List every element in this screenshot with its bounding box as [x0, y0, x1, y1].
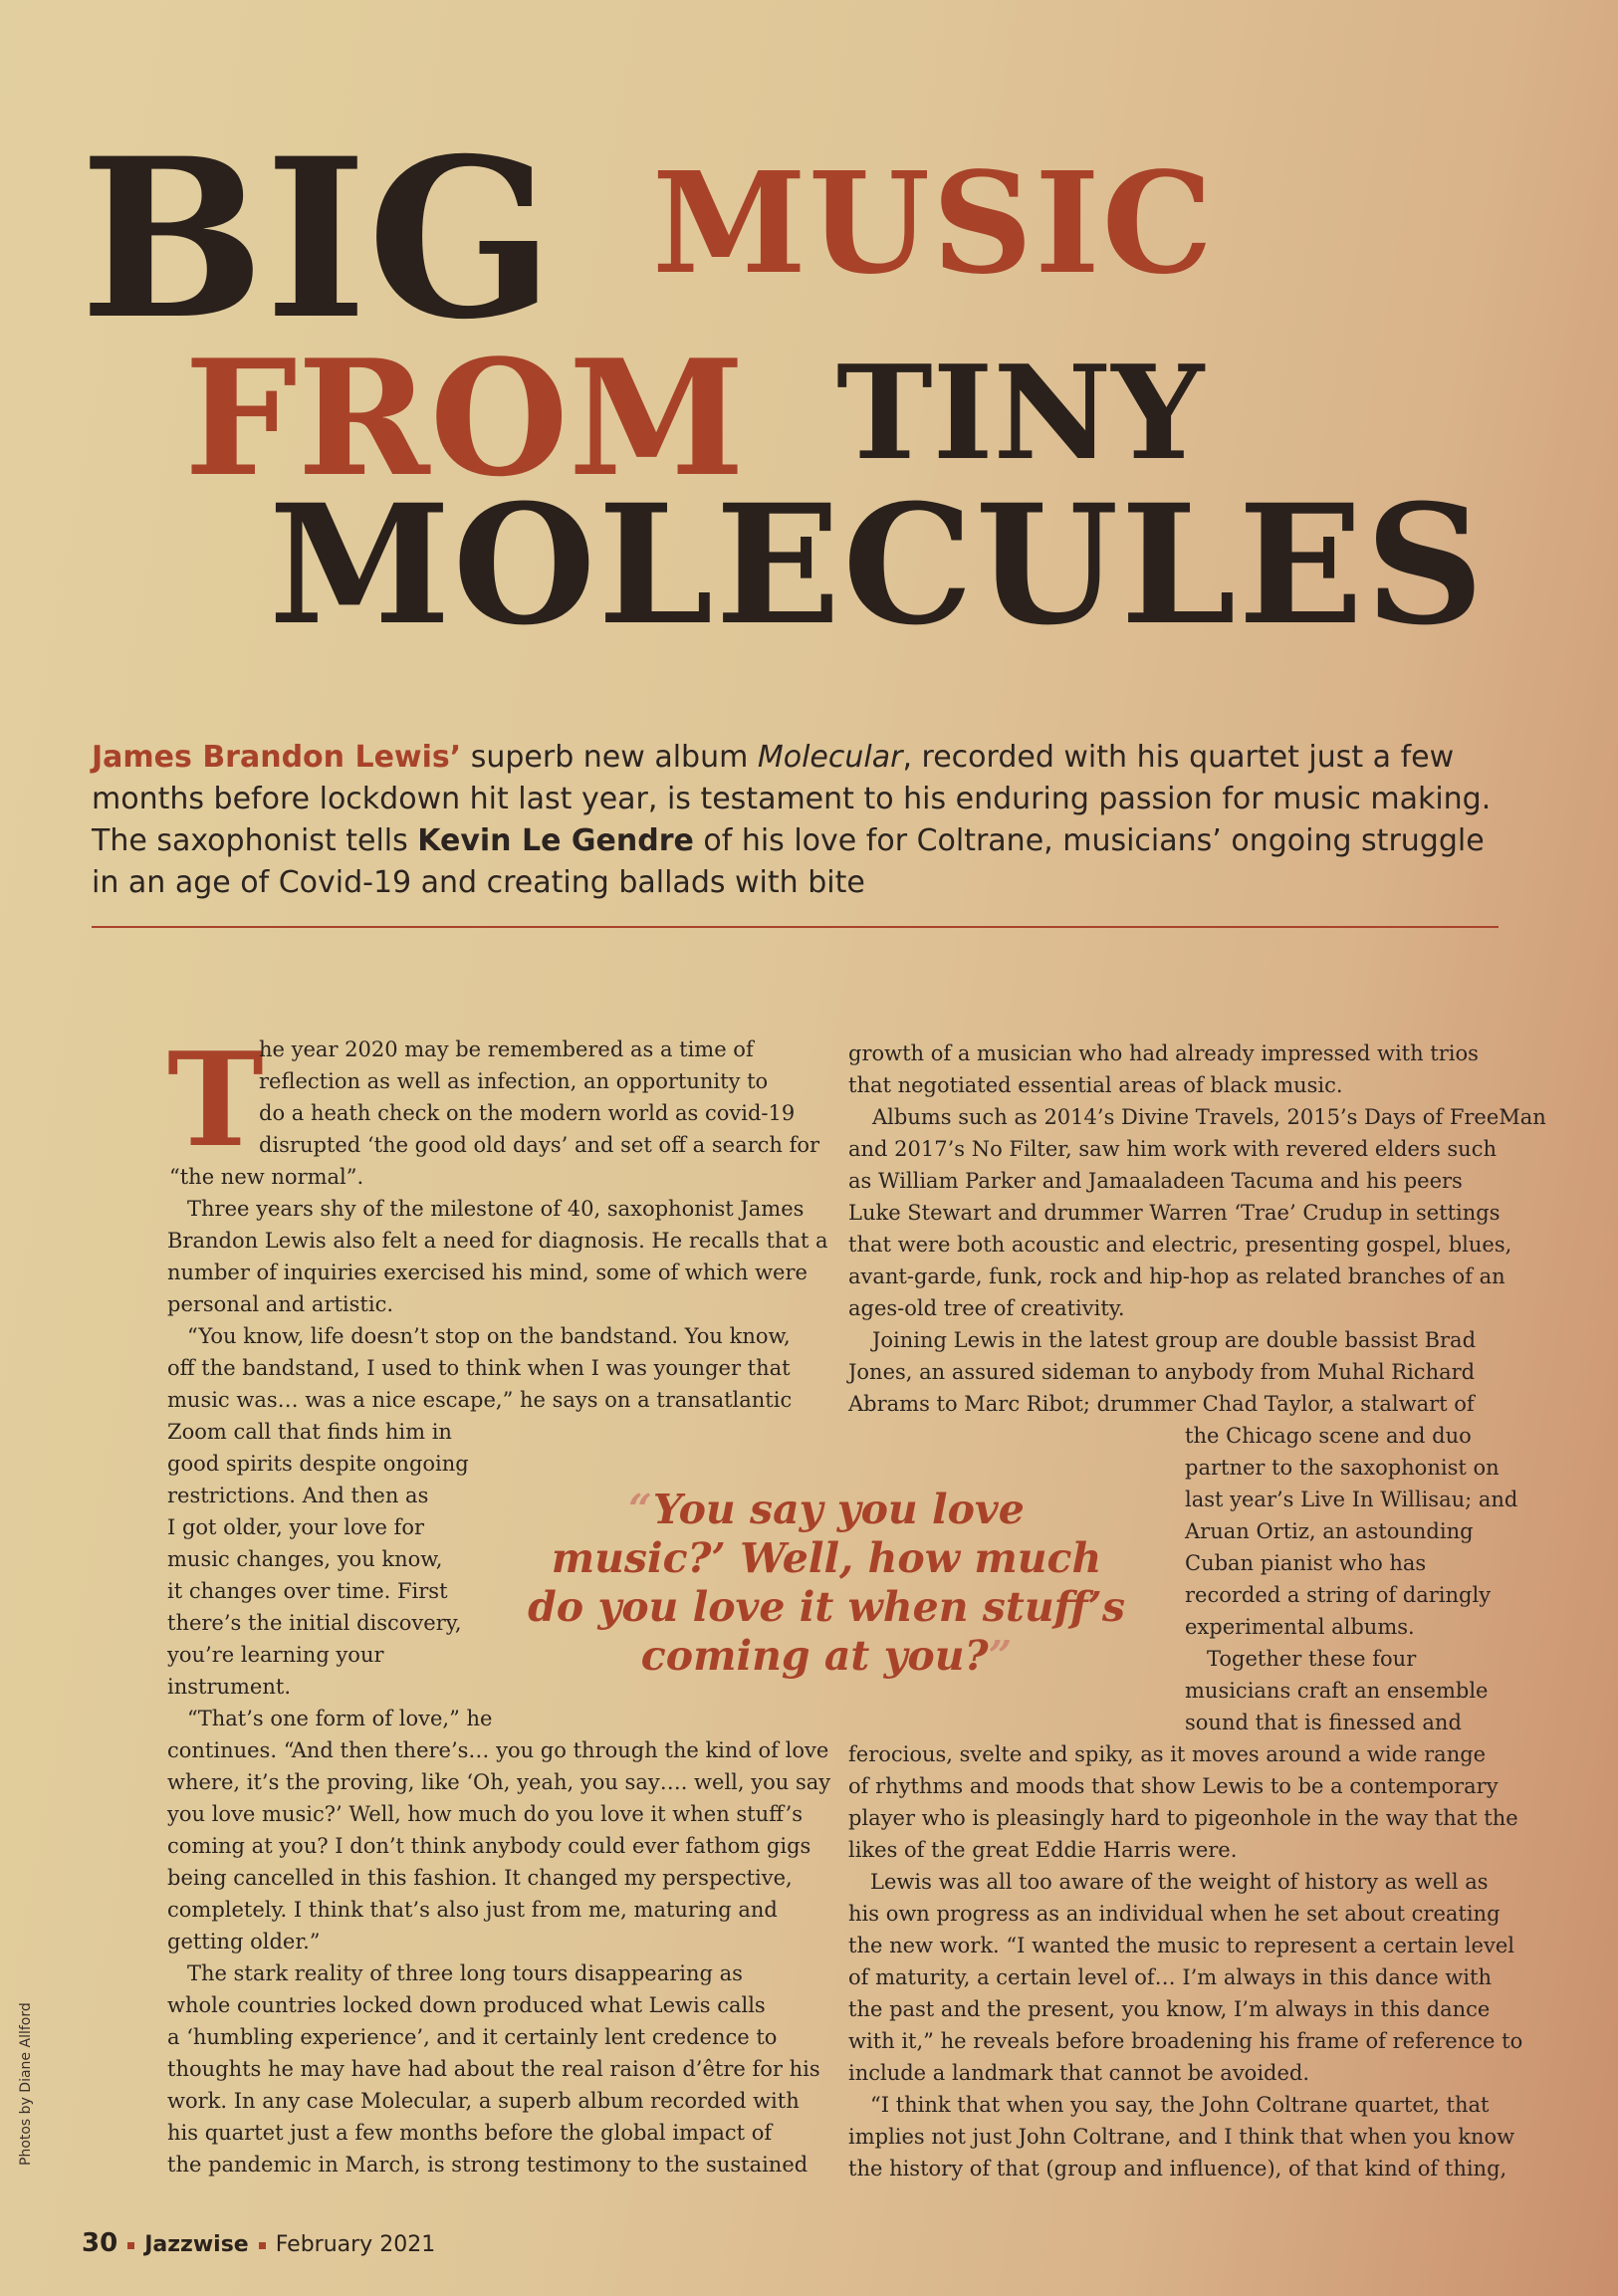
pull-quote-line-4	[518, 1632, 1135, 1681]
pull-quote-text: coming at you?	[640, 1632, 989, 1680]
text-line: Together these four	[1207, 1647, 1417, 1671]
pull-quote-text: You say you love	[652, 1486, 1025, 1533]
text-line: of maturity, a certain level of… I’m always in this dance with	[848, 1965, 1492, 1989]
text-line: his own progress as an individual when he set about creating	[848, 1902, 1501, 1926]
text-line: ages-old tree of creativity.	[848, 1296, 1125, 1320]
text-line: Aruan Ortiz, an astounding	[1185, 1519, 1474, 1543]
text-line: there’s the initial discovery,	[167, 1611, 462, 1635]
pull-quote-line-3: do you love it when stuff’s	[528, 1583, 1125, 1631]
text-line: musicians craft an ensemble	[1185, 1679, 1489, 1703]
standfirst	[92, 737, 1505, 904]
text-line: Luke Stewart and drummer Warren ‘Trae’ Crudup in settings	[848, 1201, 1501, 1225]
text-line: ferocious, svelte and spiky, as it moves around a wide range	[848, 1742, 1487, 1766]
text-line: the past and the present, you know, I’m always in this dance	[848, 1997, 1491, 2021]
bullet-square-icon	[259, 2242, 266, 2249]
open-quote-mark: “	[628, 1486, 653, 1533]
text-line: instrument.	[167, 1675, 292, 1699]
text-line: include a landmark that cannot be avoided.	[848, 2061, 1310, 2085]
standfirst-text: superb new album	[461, 740, 758, 775]
text-line: the history of that (group and influence), of that kind of thing,	[848, 2157, 1507, 2181]
text-line: continues. “And then there’s… you go through the kind of love	[167, 1738, 829, 1762]
text-line: off the bandstand, I used to think when I was younger that	[167, 1356, 791, 1380]
text-line: music changes, you know,	[167, 1547, 443, 1571]
pull-quote-line-2: music?’ Well, how much	[551, 1534, 1102, 1582]
text-line: do a heath check on the modern world as covid-19	[259, 1101, 796, 1125]
text-line: where, it’s the proving, like ‘Oh, yeah, you say…. well, you say	[167, 1770, 831, 1794]
text-line: Abrams to Marc Ribot; drummer Chad Taylor, a stalwart of	[848, 1392, 1475, 1416]
headline-big: BIG	[80, 110, 555, 367]
text-line: The stark reality of three long tours disappearing as	[187, 1961, 743, 1985]
text-line: Albums such as 2014’s Divine Travels, 2015’s Days of FreeMan	[872, 1105, 1546, 1129]
text-line: last year’s Live In Willisau; and	[1185, 1488, 1518, 1511]
magazine-name: Jazzwise	[144, 2232, 249, 2257]
text-line: likes of the great Eddie Harris were.	[848, 1838, 1238, 1862]
photo-credit: Photos by Diane Allford	[18, 2002, 34, 2166]
text-line: of rhythms and moods that show Lewis to be a contemporary	[848, 1774, 1499, 1798]
standfirst-text: of his love for Coltrane, musicians’ ongoing struggle	[693, 823, 1485, 858]
text-line: that negotiated essential areas of black music.	[848, 1073, 1343, 1097]
drop-cap: T	[167, 1024, 264, 1176]
text-line: Jones, an assured sideman to anybody from Muhal Richard	[848, 1360, 1476, 1384]
issue-date: February 2021	[275, 2232, 436, 2257]
text-line: disrupted ‘the good old days’ and set off a search for	[259, 1133, 820, 1157]
page-number: 30	[82, 2228, 118, 2258]
headline-music: MUSIC	[652, 142, 1216, 306]
album-title: Molecular	[757, 740, 903, 775]
text-line: work. In any case Molecular, a superb album recorded with	[167, 2089, 800, 2113]
standfirst-line-3	[92, 820, 1505, 862]
text-line: Lewis was all too aware of the weight of history as well as	[870, 1870, 1489, 1894]
text-line: experimental albums.	[1185, 1615, 1415, 1639]
pull-quote-line-1	[518, 1486, 1135, 1534]
text-line: good spirits despite ongoing	[167, 1452, 469, 1476]
text-line: sound that is finessed and	[1185, 1711, 1462, 1734]
text-line: reflection as well as infection, an opportunity to	[259, 1069, 769, 1093]
text-line: implies not just John Coltrane, and I think that when you know	[848, 2125, 1515, 2149]
text-line: restrictions. And then as	[167, 1484, 429, 1507]
text-line: as William Parker and Jamaaladeen Tacuma and his peers	[848, 1169, 1463, 1193]
text-line: it changes over time. First	[167, 1579, 448, 1603]
text-line: a ‘humbling experience’, and it certainly lent credence to	[167, 2025, 778, 2049]
text-line: recorded a string of daringly	[1185, 1583, 1492, 1607]
author-name: Kevin Le Gendre	[417, 823, 694, 858]
standfirst-line-4: in an age of Covid-19 and creating ballads with bite	[92, 865, 865, 900]
headline-molecules: MOLECULES	[269, 468, 1487, 661]
standfirst-text: , recorded with his quartet just a few	[902, 740, 1455, 775]
text-line: he year 2020 may be remembered as a time of	[259, 1037, 754, 1061]
text-line: you’re learning your	[167, 1643, 384, 1667]
text-line: the Chicago scene and duo	[1185, 1424, 1472, 1448]
text-line: partner to the saxophonist on	[1185, 1456, 1500, 1480]
text-line: “the new normal”.	[169, 1165, 364, 1189]
text-line: I got older, your love for	[167, 1515, 425, 1539]
text-line: Joining Lewis in the latest group are double bassist Brad	[872, 1328, 1477, 1352]
text-line: player who is pleasingly hard to pigeonhole in the way that the	[848, 1806, 1518, 1830]
text-line: Cuban pianist who has	[1185, 1551, 1427, 1575]
text-line: thoughts he may have had about the real raison d’être for his	[167, 2057, 820, 2081]
text-line: with it,” he reveals before broadening his frame of reference to	[848, 2029, 1523, 2053]
text-line: Brandon Lewis also felt a need for diagnosis. He recalls that a	[167, 1229, 828, 1253]
text-line: avant-garde, funk, rock and hip-hop as related branches of an	[848, 1264, 1505, 1288]
text-line: personal and artistic.	[167, 1292, 394, 1316]
text-line: whole countries locked down produced what Lewis calls	[167, 1993, 766, 2017]
text-line: completely. I think that’s also just from me, maturing and	[167, 1898, 778, 1922]
text-line: you love music?’ Well, how much do you love it when stuff’s	[167, 1802, 804, 1826]
text-line: Three years shy of the milestone of 40, saxophonist James	[187, 1197, 805, 1221]
text-line: being cancelled in this fashion. It changed my perspective,	[167, 1866, 793, 1890]
text-line: growth of a musician who had already impressed with trios	[848, 1041, 1479, 1065]
headline-tiny: TINY	[836, 337, 1205, 489]
text-line: the pandemic in March, is strong testimony to the sustained	[167, 2153, 809, 2177]
text-line: getting older.”	[167, 1930, 321, 1953]
text-line: “You know, life doesn’t stop on the bandstand. You know,	[187, 1324, 791, 1348]
left-paragraph-4-start: “That’s one form of love,” he	[187, 1707, 493, 1730]
subject-name: James Brandon Lewis’	[92, 740, 462, 775]
standfirst-text: The saxophonist tells	[92, 823, 418, 858]
text-line: coming at you? I don’t think anybody could ever fathom gigs	[167, 1834, 811, 1858]
text-line: his quartet just a few months before the global impact of	[167, 2121, 773, 2145]
bullet-square-icon	[127, 2242, 134, 2249]
text-line: music was… was a nice escape,” he says on a transatlantic	[167, 1388, 793, 1412]
standfirst-line-2: months before lockdown hit last year, is testament to his enduring passion for music making.	[92, 782, 1492, 816]
text-line: that were both acoustic and electric, presenting gospel, blues,	[848, 1233, 1512, 1257]
text-line: and 2017’s No Filter, saw him work with revered elders such	[848, 1137, 1497, 1161]
page-footer	[82, 2228, 435, 2258]
text-line: “I think that when you say, the John Coltrane quartet, that	[870, 2093, 1490, 2117]
text-line: the new work. “I wanted the music to represent a certain level	[848, 1934, 1514, 1957]
text-line: number of inquiries exercised his mind, some of which were	[167, 1261, 808, 1284]
divider-rule	[92, 926, 1499, 928]
pull-quote	[518, 1486, 1135, 1681]
headline-from: FROM	[184, 325, 746, 512]
text-line: Zoom call that finds him in	[167, 1420, 452, 1444]
close-quote-mark: ”	[988, 1632, 1013, 1680]
standfirst-line-1	[92, 737, 1505, 779]
